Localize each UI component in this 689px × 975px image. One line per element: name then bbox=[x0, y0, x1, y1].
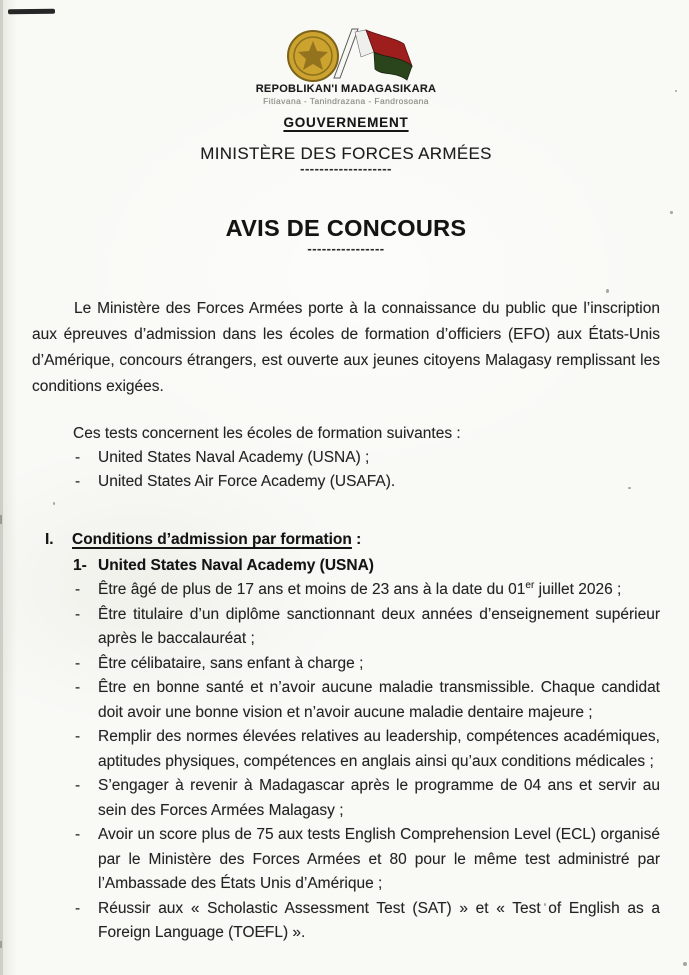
list-item bbox=[32, 652, 660, 677]
list-item-text: Être titulaire d’un diplôme sanctionnant deux années d’enseignement supérieur après le baccalauréat ; bbox=[98, 605, 660, 647]
list-item-text: Réussir aux « Scholastic Assessment Test (SAT) » et « Test of English as a Foreign Language (TOEFL) ». bbox=[98, 899, 660, 941]
dashed-separator: ---------------- bbox=[307, 241, 385, 256]
list-item-text: Être âgé de plus de 17 ans et moins de 23 ans à la date du 01er juillet 2026 ; bbox=[98, 579, 622, 598]
list-item bbox=[32, 823, 660, 897]
list-item bbox=[32, 578, 660, 603]
list-item bbox=[32, 774, 660, 823]
list-item-text: S’engager à revenir à Madagascar après le programme de 04 ans et servir au sein des Forces Armées Malagasy ; bbox=[98, 777, 660, 819]
list-item bbox=[32, 603, 660, 652]
bullet-dash: - bbox=[75, 777, 81, 794]
list-item-text: Être célibataire, sans enfant à charge ; bbox=[98, 654, 364, 672]
schools-intro: Ces tests concernent les écoles de formation suivantes : bbox=[73, 425, 461, 442]
bullet-dash: - bbox=[75, 899, 81, 917]
madagascar-flag-icon bbox=[355, 30, 412, 80]
list-item bbox=[32, 676, 660, 725]
bullet-dash: - bbox=[75, 654, 81, 672]
national-motto: Fitiavana - Tanindrazana - Fandrosoana bbox=[263, 96, 429, 106]
schools-list bbox=[32, 446, 660, 494]
list-item-text: United States Naval Academy (USNA) ; bbox=[98, 449, 370, 466]
list-item bbox=[32, 446, 660, 470]
bullet-dash: - bbox=[75, 473, 81, 490]
list-item bbox=[32, 725, 660, 774]
list-item-text: Être en bonne santé et n’avoir aucune maladie transmissible. Chaque candidat doit avoir une bonne vision et n’avoir aucune maladie dentaire majeure ; bbox=[98, 679, 660, 721]
dashed-separator: ------------------- bbox=[300, 161, 392, 176]
conditions-list bbox=[32, 578, 660, 946]
bullet-dash: - bbox=[75, 449, 81, 466]
subsection-title: United States Naval Academy (USNA) bbox=[98, 557, 374, 574]
list-item bbox=[32, 470, 660, 494]
subsection-heading bbox=[32, 553, 660, 578]
list-item-text: United States Air Force Academy (USAFA). bbox=[98, 473, 396, 490]
section-numeral: I. bbox=[45, 531, 54, 548]
list-item-text: Remplir des normes élevées relatives au leadership, compétences académiques, aptitudes physiques, compétences en anglais ainsi qu’aux conditions médicales ; bbox=[98, 728, 660, 770]
madagascar-government-emblem bbox=[279, 26, 429, 82]
bullet-dash: - bbox=[75, 605, 81, 623]
bullet-dash: - bbox=[75, 826, 81, 843]
notice-title: AVIS DE CONCOURS bbox=[225, 215, 467, 241]
government-label: GOUVERNEMENT bbox=[283, 115, 409, 130]
subsection-number: 1- bbox=[73, 557, 87, 574]
gold-seal-icon bbox=[288, 31, 338, 81]
list-item bbox=[32, 897, 660, 946]
republic-title: REPOBLIKAN'I MADAGASIKARA bbox=[255, 83, 437, 95]
bullet-dash: - bbox=[75, 728, 81, 745]
bullet-dash: - bbox=[75, 581, 81, 598]
ordinal-superscript: er bbox=[525, 579, 535, 591]
document-header bbox=[32, 26, 660, 254]
document-body bbox=[32, 296, 660, 946]
intro-paragraph: Le Ministère des Forces Armées porte à la connaissance du public que l’inscription aux épreuves d’admission dans les écoles de formation d’officiers (EFO) aux États-Unis d’Amérique, concours étrangers, est ouverte aux jeunes citoyens Malagasy remplissant les conditions exigées. bbox=[32, 300, 660, 395]
section-title: Conditions d’admission par formation : bbox=[72, 531, 362, 548]
bullet-dash: - bbox=[75, 679, 81, 696]
section-heading bbox=[32, 527, 660, 552]
ministry-title: MINISTÈRE DES FORCES ARMÉES bbox=[200, 144, 492, 163]
list-item-text: Avoir un score plus de 75 aux tests English Comprehension Level (ECL) organisé par le Ministère des Forces Armées et 80 pour le même test administré par l’Ambassade des États Unis d’Amérique ; bbox=[98, 826, 660, 892]
